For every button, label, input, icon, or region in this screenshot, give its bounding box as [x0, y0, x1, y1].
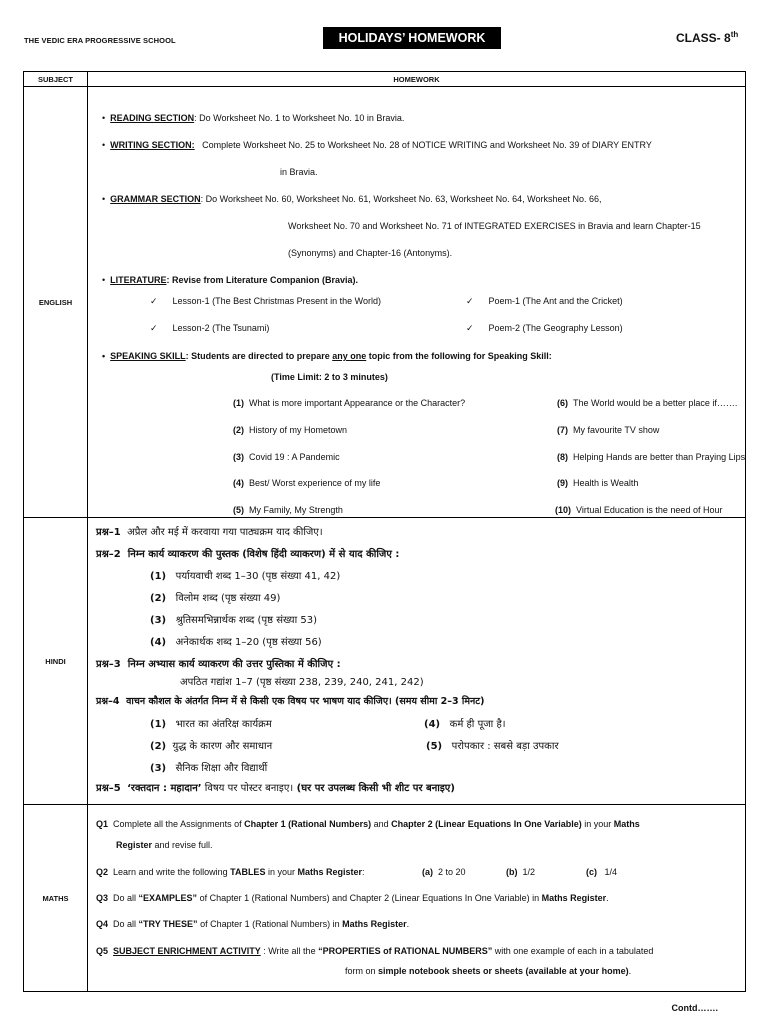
topic-item: (8) Helping Hands are better than Praying Lips [557, 452, 746, 462]
lit-item-3: ✓ Lesson-2 (The Tsunami) [150, 323, 270, 333]
hindi-q5: प्रश्न–5 ‘रक्तदान : महादान’ विषय पर पोस्टर बनाइए। (घर पर उपलब्ध किसी भी शीट पर बनाइए) [96, 783, 455, 794]
lit-item-4: ✓ Poem-2 (The Geography Lesson) [466, 323, 623, 333]
maths-q3: Q3 Do all “EXAMPLES” of Chapter 1 (Rational Numbers) and Chapter 2 (Linear Equations In One Variable) in Maths Register. [96, 893, 609, 903]
english-homework-cell [88, 87, 746, 518]
grammar-section: • GRAMMAR SECTION: Do Worksheet No. 60, Worksheet No. 61, Worksheet No. 63, Worksheet No. 64, Worksheet No. 66, [102, 194, 602, 204]
grammar-section-cont-1: Worksheet No. 70 and Worksheet No. 71 of INTEGRATED EXERCISES in Bravia and learn Chapter-15 [288, 221, 701, 231]
maths-q1-cont: Register and revise full. [116, 840, 213, 850]
subject-column-header: SUBJECT [24, 72, 88, 87]
hindi-q4-item: (4) कर्म ही पूजा है। [424, 719, 506, 730]
hindi-q4: प्रश्न–4 वाचन कौशल के अंतर्गत निम्न में से किसी एक विषय पर भाषण याद कीजिए। (समय सीमा 2–3 मिनट) [96, 696, 485, 707]
hindi-q2-item: (4) अनेकार्थक शब्द 1–20 (पृष्ठ संख्या 56) [150, 637, 322, 648]
topic-item: (4) Best/ Worst experience of my life [233, 478, 381, 488]
school-name: THE VEDIC ERA PROGRESSIVE SCHOOL [24, 36, 176, 45]
topic-item: (5) My Family, My Strength [233, 505, 343, 515]
hindi-q4-item: (5) परोपकार : सबसे बड़ा उपकार [426, 741, 559, 752]
page-title: HOLIDAYS’ HOMEWORK [323, 27, 501, 49]
hindi-q2-item: (1) पर्यायवाची शब्द 1–30 (पृष्ठ संख्या 41, 42) [150, 571, 341, 582]
table-header-row [24, 72, 746, 87]
hindi-q1: प्रश्न–1 अप्रैल और मई में करवाया गया पाठ्यक्रम याद कीजिए। [96, 527, 323, 538]
maths-q4: Q4 Do all “TRY THESE” of Chapter 1 (Rational Numbers) in Maths Register. [96, 919, 410, 929]
english-subject-cell: ENGLISH [24, 87, 88, 518]
homework-column-header: HOMEWORK [88, 72, 746, 87]
hindi-subject-cell: HINDI [24, 518, 88, 805]
speaking-section: • SPEAKING SKILL: Students are directed to prepare any one topic from the following for Speaking Skill: [102, 351, 552, 361]
english-row [24, 87, 746, 518]
lit-item-2: ✓ Poem-1 (The Ant and the Cricket) [466, 296, 623, 306]
hindi-q2-item: (3) श्रुतिसमभिन्नार्थक शब्द (पृष्ठ संख्या 53) [150, 615, 317, 626]
topic-item: (6) The World would be a better place if……. [557, 398, 738, 408]
hindi-q4-item: (1) भारत का अंतरिक्ष कार्यक्रम [150, 719, 272, 730]
hindi-q4-item: (3) सैनिक शिक्षा और विद्यार्थी [150, 763, 268, 774]
writing-section: • WRITING SECTION: Complete Worksheet No. 25 to Worksheet No. 28 of NOTICE WRITING and Worksheet No. 39 of DIARY ENTRY [102, 140, 652, 150]
maths-q5: Q5 SUBJECT ENRICHMENT ACTIVITY : Write all the “PROPERTIES of RATIONAL NUMBERS” with one example of each in a tabulated [96, 946, 654, 956]
literature-section: • LITERATURE: Revise from Literature Companion (Bravia). [102, 275, 359, 285]
hindi-q3-sub: अपठित गद्यांश 1–7 (पृष्ठ संख्या 238, 239, 240, 241, 242) [180, 677, 424, 688]
class-label: CLASS- 8th [676, 30, 739, 45]
grammar-section-cont-2: (Synonyms) and Chapter-16 (Antonyms). [288, 248, 453, 258]
writing-section-cont: in Bravia. [280, 167, 318, 177]
reading-section: • READING SECTION: Do Worksheet No. 1 to Worksheet No. 10 in Bravia. [102, 113, 405, 123]
hindi-homework-cell [88, 518, 746, 805]
maths-q2-option: (c) 1/4 [586, 867, 618, 877]
topic-item: (1) What is more important Appearance or the Character? [233, 398, 466, 408]
hindi-q2: प्रश्न–2 निम्न कार्य व्याकरण की पुस्तक (विशेष हिंदी व्याकरण) में से याद कीजिए : [96, 549, 400, 560]
topic-item: (9) Health is Wealth [557, 478, 639, 488]
maths-q2: Q2 Learn and write the following TABLES in your Maths Register: [96, 867, 365, 877]
continued-note: Contd……. [671, 1003, 718, 1013]
maths-q2-option: (a) 2 to 20 [422, 867, 466, 877]
topic-item: (7) My favourite TV show [557, 425, 660, 435]
time-limit: (Time Limit: 2 to 3 minutes) [271, 372, 388, 382]
hindi-q4-item: (2) युद्ध के कारण और समाधान [150, 741, 273, 752]
topic-item: (3) Covid 19 : A Pandemic [233, 452, 340, 462]
maths-q5-cont: form on simple notebook sheets or sheets (available at your home). [345, 966, 632, 976]
hindi-row [24, 518, 746, 805]
maths-row [24, 805, 746, 992]
maths-q1: Q1 Complete all the Assignments of Chapter 1 (Rational Numbers) and Chapter 2 (Linear Equations In One Variable) in your Maths [96, 819, 640, 829]
hindi-q2-item: (2) विलोम शब्द (पृष्ठ संख्या 49) [150, 593, 281, 604]
homework-table [23, 71, 746, 992]
topic-item: (10) Virtual Education is the need of Hour [555, 505, 723, 515]
maths-q2-option: (b) 1/2 [506, 867, 536, 877]
topic-item: (2) History of my Hometown [233, 425, 348, 435]
hindi-q3: प्रश्न–3 निम्न अभ्यास कार्य व्याकरण की उत्तर पुस्तिका में कीजिए : [96, 659, 341, 670]
maths-subject-cell: MATHS [24, 805, 88, 992]
lit-item-1: ✓ Lesson-1 (The Best Christmas Present in the World) [150, 296, 381, 306]
maths-homework-cell [88, 805, 746, 992]
